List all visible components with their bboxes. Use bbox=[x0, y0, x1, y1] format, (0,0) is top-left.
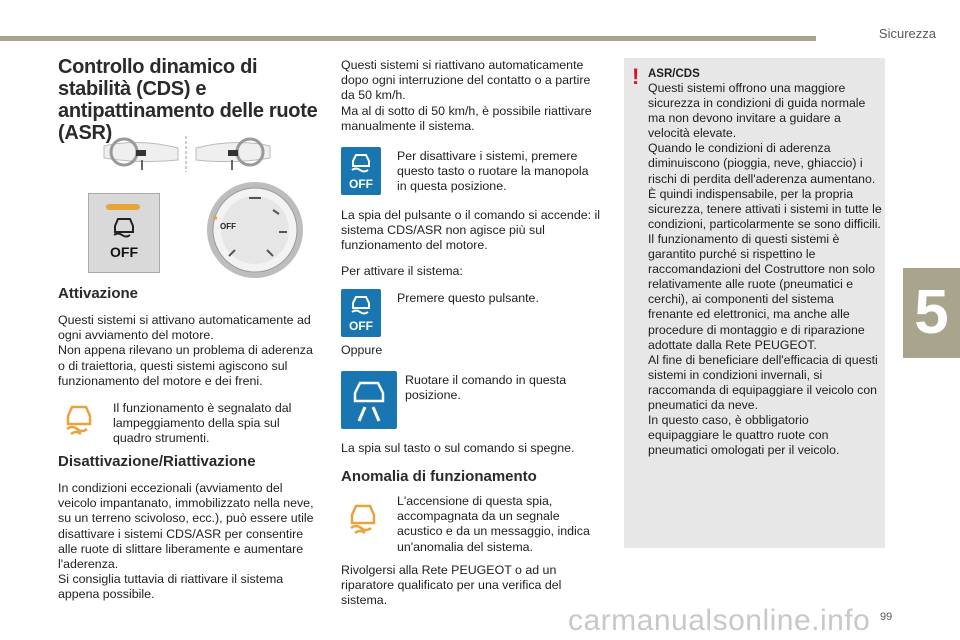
section-label: Sicurezza bbox=[878, 26, 936, 41]
contact-text: Rivolgersi alla Rete PEUGEOT o ad un riparatore qualificato per una verifica del sistema. bbox=[341, 563, 562, 608]
to-activate-text: Per attivare il sistema: bbox=[341, 264, 463, 278]
deactivation-text: In condizioni eccezionali (avviamento del veicolo impantanato, immobilizzato nella neve, su un terreno scivoloso, ecc.), può essere utile disattivare i sistemi CDS/ASR per consentire alle ruote di slittare liberamente e aumentare l'aderenza. Si consiglia tuttavia di riattivare il sistema appena possibile. bbox=[58, 481, 314, 602]
lamp-off-text: La spia sul tasto o sul comando si spegne. bbox=[341, 441, 575, 455]
esp-off-icon bbox=[341, 147, 381, 195]
esp-warning-lamp-icon bbox=[346, 501, 380, 535]
esp-off-icon bbox=[341, 289, 381, 337]
chapter-number: 5 bbox=[914, 278, 949, 347]
watermark: carmanualsonline.info bbox=[568, 604, 871, 637]
skid-car-icon bbox=[349, 152, 373, 174]
notice-box bbox=[624, 58, 885, 548]
page-number: 99 bbox=[880, 611, 893, 623]
exclamation-icon: ! bbox=[632, 64, 640, 89]
or-text: Oppure bbox=[341, 343, 383, 357]
header-band bbox=[0, 36, 816, 41]
malfunction-heading: Anomalia di funzionamento bbox=[341, 468, 537, 485]
turn-dial-text: Ruotare il comando in questa posizione. bbox=[405, 373, 567, 403]
esp-off-button bbox=[88, 193, 160, 273]
dial-off-label: OFF bbox=[220, 222, 236, 231]
notice-title: ASR/CDS bbox=[648, 68, 700, 80]
chapter-tab bbox=[903, 268, 960, 358]
notice-body: Questi sistemi offrono una maggiore sicurezza in condizioni di guida normale ma non devono invitare a guidare a velocità elevate. Quando le condizioni di aderenza diminuiscono (pioggia, neve, ghiaccio) i rischi di perdita dell'aderenza aumentano. È quindi indispensabile, per la propria sicurezza, tenere attivati i sistemi in tutte le condizioni, particolarmente se sono difficili. Il funzionamento di questi sistemi è garantito purché si rispettino le raccomandazioni del Costruttore non solo relativamente alle ruote (pneumatici e cerchi), ai componenti del sistema frenante ed elettronici, ma anche alle procedure di montaggio e di riparazione adottate dalla Rete PEUGEOT. Al fine di beneficiare dell'efficacia di questi sistemi in condizioni invernali, si raccomanda di equipaggiare il veicolo con pneumatici da neve. In questo caso, è obbligatorio equipaggiare le quattro ruote con pneumatici omologati per il veicolo. bbox=[648, 81, 882, 458]
page-title: Controllo dinamico di stabilità (CDS) e antipattinamento delle ruote (ASR) bbox=[58, 56, 318, 144]
button-off-label: OFF bbox=[110, 244, 138, 260]
malfunction-text: L'accensione di questa spia, accompagnata da un segnale acustico e da un messaggio, indica un'anomalia del sistema. bbox=[397, 494, 590, 554]
off-label: OFF bbox=[349, 177, 373, 191]
warning-lamp-text: Il funzionamento è segnalato dal lampeggiamento della spia sul quadro strumenti. bbox=[113, 401, 292, 446]
reactivation-text: Questi sistemi si riattivano automaticamente dopo ogni interruzione del contatto o a partire da 50 km/h. Ma al di sotto di 50 km/h, è possibile riattivare manualmente il sistema. bbox=[341, 58, 592, 133]
dashboard-illustration bbox=[100, 130, 275, 176]
activation-heading: Attivazione bbox=[58, 285, 139, 302]
skid-car-icon bbox=[111, 216, 137, 240]
press-button-text: Premere questo pulsante. bbox=[397, 291, 539, 305]
deactivate-text: Per disattivare i sistemi, premere questo tasto o ruotare la manopola in questa posizione. bbox=[397, 149, 589, 194]
off-label: OFF bbox=[349, 319, 373, 333]
deactivation-heading: Disattivazione/Riattivazione bbox=[58, 453, 256, 470]
skid-car-icon bbox=[349, 294, 373, 316]
activation-text: Questi sistemi si attivano automaticamente ad ogni avviamento del motore. Non appena rilevano un problema di aderenza o di traiettoria, questi sistemi agiscono sul funzionamento del motore e dei freni. bbox=[58, 313, 313, 388]
esp-warning-lamp-icon bbox=[62, 402, 96, 436]
lamp-on-text: La spia del pulsante o il comando si accende: il sistema CDS/ASR non agisce più sul funzionamento del motore. bbox=[341, 208, 600, 253]
skid-road-icon bbox=[341, 371, 397, 429]
